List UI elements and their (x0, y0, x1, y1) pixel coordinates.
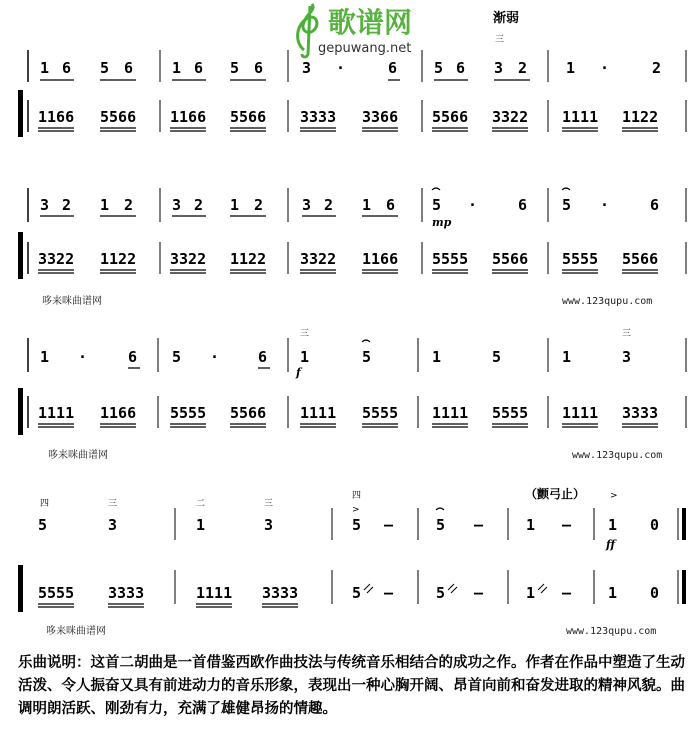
note: 5 (432, 196, 442, 214)
system-bracket (18, 90, 23, 137)
watermark-right: www.123qupu.com (566, 626, 657, 637)
note-group: 3322 (300, 250, 337, 268)
note: · (600, 196, 610, 214)
fermata-icon (436, 508, 444, 510)
note-group: 5566 (492, 250, 529, 268)
note: 1 (300, 348, 310, 366)
system-2 (18, 188, 686, 279)
note-group: 5555 (170, 404, 207, 422)
note: 1 (40, 348, 50, 366)
note-group: 5566 (100, 108, 137, 126)
note-group: 5566 (432, 108, 469, 126)
note: 1 (562, 348, 572, 366)
final-barline (682, 508, 686, 540)
note: 1 (526, 516, 536, 534)
note: 1 (100, 196, 110, 214)
note: 3 (494, 59, 504, 77)
note: 6 (456, 59, 466, 77)
note: 5 (492, 348, 502, 366)
note: 1 (40, 59, 50, 77)
note-group: 5555 (492, 404, 529, 422)
note-group: – (384, 584, 394, 602)
watermark-right: www.123qupu.com (572, 450, 663, 461)
note: 6 (254, 59, 264, 77)
bowing-mark: （颤弓止） (525, 487, 586, 501)
system-bracket (18, 388, 23, 435)
note: 5 (352, 516, 362, 534)
note: 1 (172, 59, 182, 77)
note: 6 (388, 59, 398, 77)
note-group: 1166 (100, 404, 137, 422)
note-group: 3322 (38, 250, 75, 268)
system-4 (18, 486, 686, 612)
note: 5 (434, 59, 444, 77)
note-group: 5566 (230, 404, 267, 422)
note-group: 1111 (300, 404, 337, 422)
accent-icon: > (352, 505, 360, 515)
note: – (384, 516, 394, 534)
watermark-right: www.123qupu.com (562, 296, 653, 307)
note: 1 (230, 196, 240, 214)
system-3 (18, 328, 686, 435)
note: 3 (264, 516, 274, 534)
note: 3 (302, 196, 312, 214)
note-group: 5555 (432, 250, 469, 268)
note-group: 1166 (170, 108, 207, 126)
note-group: 3322 (170, 250, 207, 268)
note-group: 5 (352, 584, 362, 602)
note-group: 1122 (622, 108, 659, 126)
note-group: 1 (526, 584, 536, 602)
note: · (336, 59, 346, 77)
note: 6 (258, 348, 268, 366)
note: 2 (518, 59, 528, 77)
note: 0 (650, 516, 660, 534)
note-group: 1111 (196, 584, 233, 602)
music-description: 乐曲说明：这首二胡曲是一首借鉴西欧作曲技法与传统音乐相结合的成功之作。作者在作品中塑造了生动活泼、令人振奋又具有前进动力的音乐形象，表现出一种心胸开阔、昂首向前和奋发进取的精神风貌。曲调明朗活跃、刚劲有力，充满了雄健昂扬的情趣。 (18, 655, 685, 717)
note: 3 (40, 196, 50, 214)
note: 3 (302, 59, 312, 77)
note: 5 (362, 348, 372, 366)
note: – (474, 516, 484, 534)
note-group: 1122 (230, 250, 267, 268)
fingering-mark: 三 (495, 35, 505, 45)
fingering-mark: 三 (264, 499, 274, 509)
note: 5 (562, 196, 572, 214)
note: 3 (622, 348, 632, 366)
note-group: 5566 (622, 250, 659, 268)
note: 1 (566, 59, 576, 77)
note: 5 (436, 516, 446, 534)
note-group: 3333 (622, 404, 659, 422)
note-group: 1 (608, 584, 618, 602)
note-group: 3366 (362, 108, 399, 126)
note: 1 (608, 516, 618, 534)
final-barline (682, 570, 686, 604)
note: 6 (124, 59, 134, 77)
watermark-left: 哆来咪曲谱网 (48, 450, 108, 461)
note: 1 (196, 516, 206, 534)
note-group: 1122 (100, 250, 137, 268)
note: · (468, 196, 478, 214)
fingering-mark: 三 (108, 499, 118, 509)
logo-url: gepuwang.net (318, 41, 412, 56)
note-group: 1111 (562, 404, 599, 422)
system-1 (18, 50, 686, 137)
note: 2 (124, 196, 134, 214)
note-group: 1166 (38, 108, 75, 126)
fingering-mark: 二 (196, 499, 206, 509)
note: · (600, 59, 610, 77)
dynamic-mp: mp (432, 216, 452, 229)
note-group: 5555 (362, 404, 399, 422)
note: 3 (108, 516, 118, 534)
note: 6 (128, 348, 138, 366)
note: 1 (432, 348, 442, 366)
note-group: 3333 (108, 584, 145, 602)
accent-icon: > (610, 491, 618, 501)
note-group: 5566 (230, 108, 267, 126)
dynamic-f: f (296, 366, 301, 379)
fingering-mark: 三 (300, 329, 310, 339)
note: 2 (652, 59, 662, 77)
note: 6 (194, 59, 204, 77)
note-group: – (474, 584, 484, 602)
note-group: 5555 (562, 250, 599, 268)
dynamic-ff: ff (606, 538, 616, 551)
note: 3 (172, 196, 182, 214)
note-group: 5555 (38, 584, 75, 602)
fingering-mark: 三 (622, 329, 632, 339)
system-bracket (18, 565, 23, 612)
note: 6 (62, 59, 72, 77)
note-group: 1111 (38, 404, 75, 422)
note-group: 5 (436, 584, 446, 602)
note-group: 3333 (262, 584, 299, 602)
note: 2 (62, 196, 72, 214)
note-group: – (562, 584, 572, 602)
note: 6 (650, 196, 660, 214)
note: 5 (172, 348, 182, 366)
note-group: 1111 (432, 404, 469, 422)
note: · (78, 348, 88, 366)
tempo-mark: 渐弱 (493, 11, 520, 26)
note: · (210, 348, 220, 366)
note: 5 (38, 516, 48, 534)
note: 2 (194, 196, 204, 214)
watermark-left: 哆来咪曲谱网 (46, 626, 106, 637)
fingering-mark: 四 (352, 491, 362, 501)
note: 2 (254, 196, 264, 214)
note: 6 (386, 196, 396, 214)
fermata-icon (432, 188, 570, 190)
note: – (562, 516, 572, 534)
note: 5 (230, 59, 240, 77)
note: 5 (100, 59, 110, 77)
note-group: 3322 (492, 108, 529, 126)
fermata-icon (362, 340, 370, 342)
note-group: 3333 (300, 108, 337, 126)
note-group: 0 (650, 584, 660, 602)
fingering-mark: 四 (40, 499, 50, 509)
logo-text: 歌谱网 (328, 6, 413, 39)
system-bracket (18, 232, 23, 279)
note-group: 1111 (562, 108, 599, 126)
note-group: 1166 (362, 250, 399, 268)
watermark-left: 哆来咪曲谱网 (42, 296, 102, 307)
note: 2 (324, 196, 334, 214)
note: 1 (362, 196, 372, 214)
note: 6 (518, 196, 528, 214)
